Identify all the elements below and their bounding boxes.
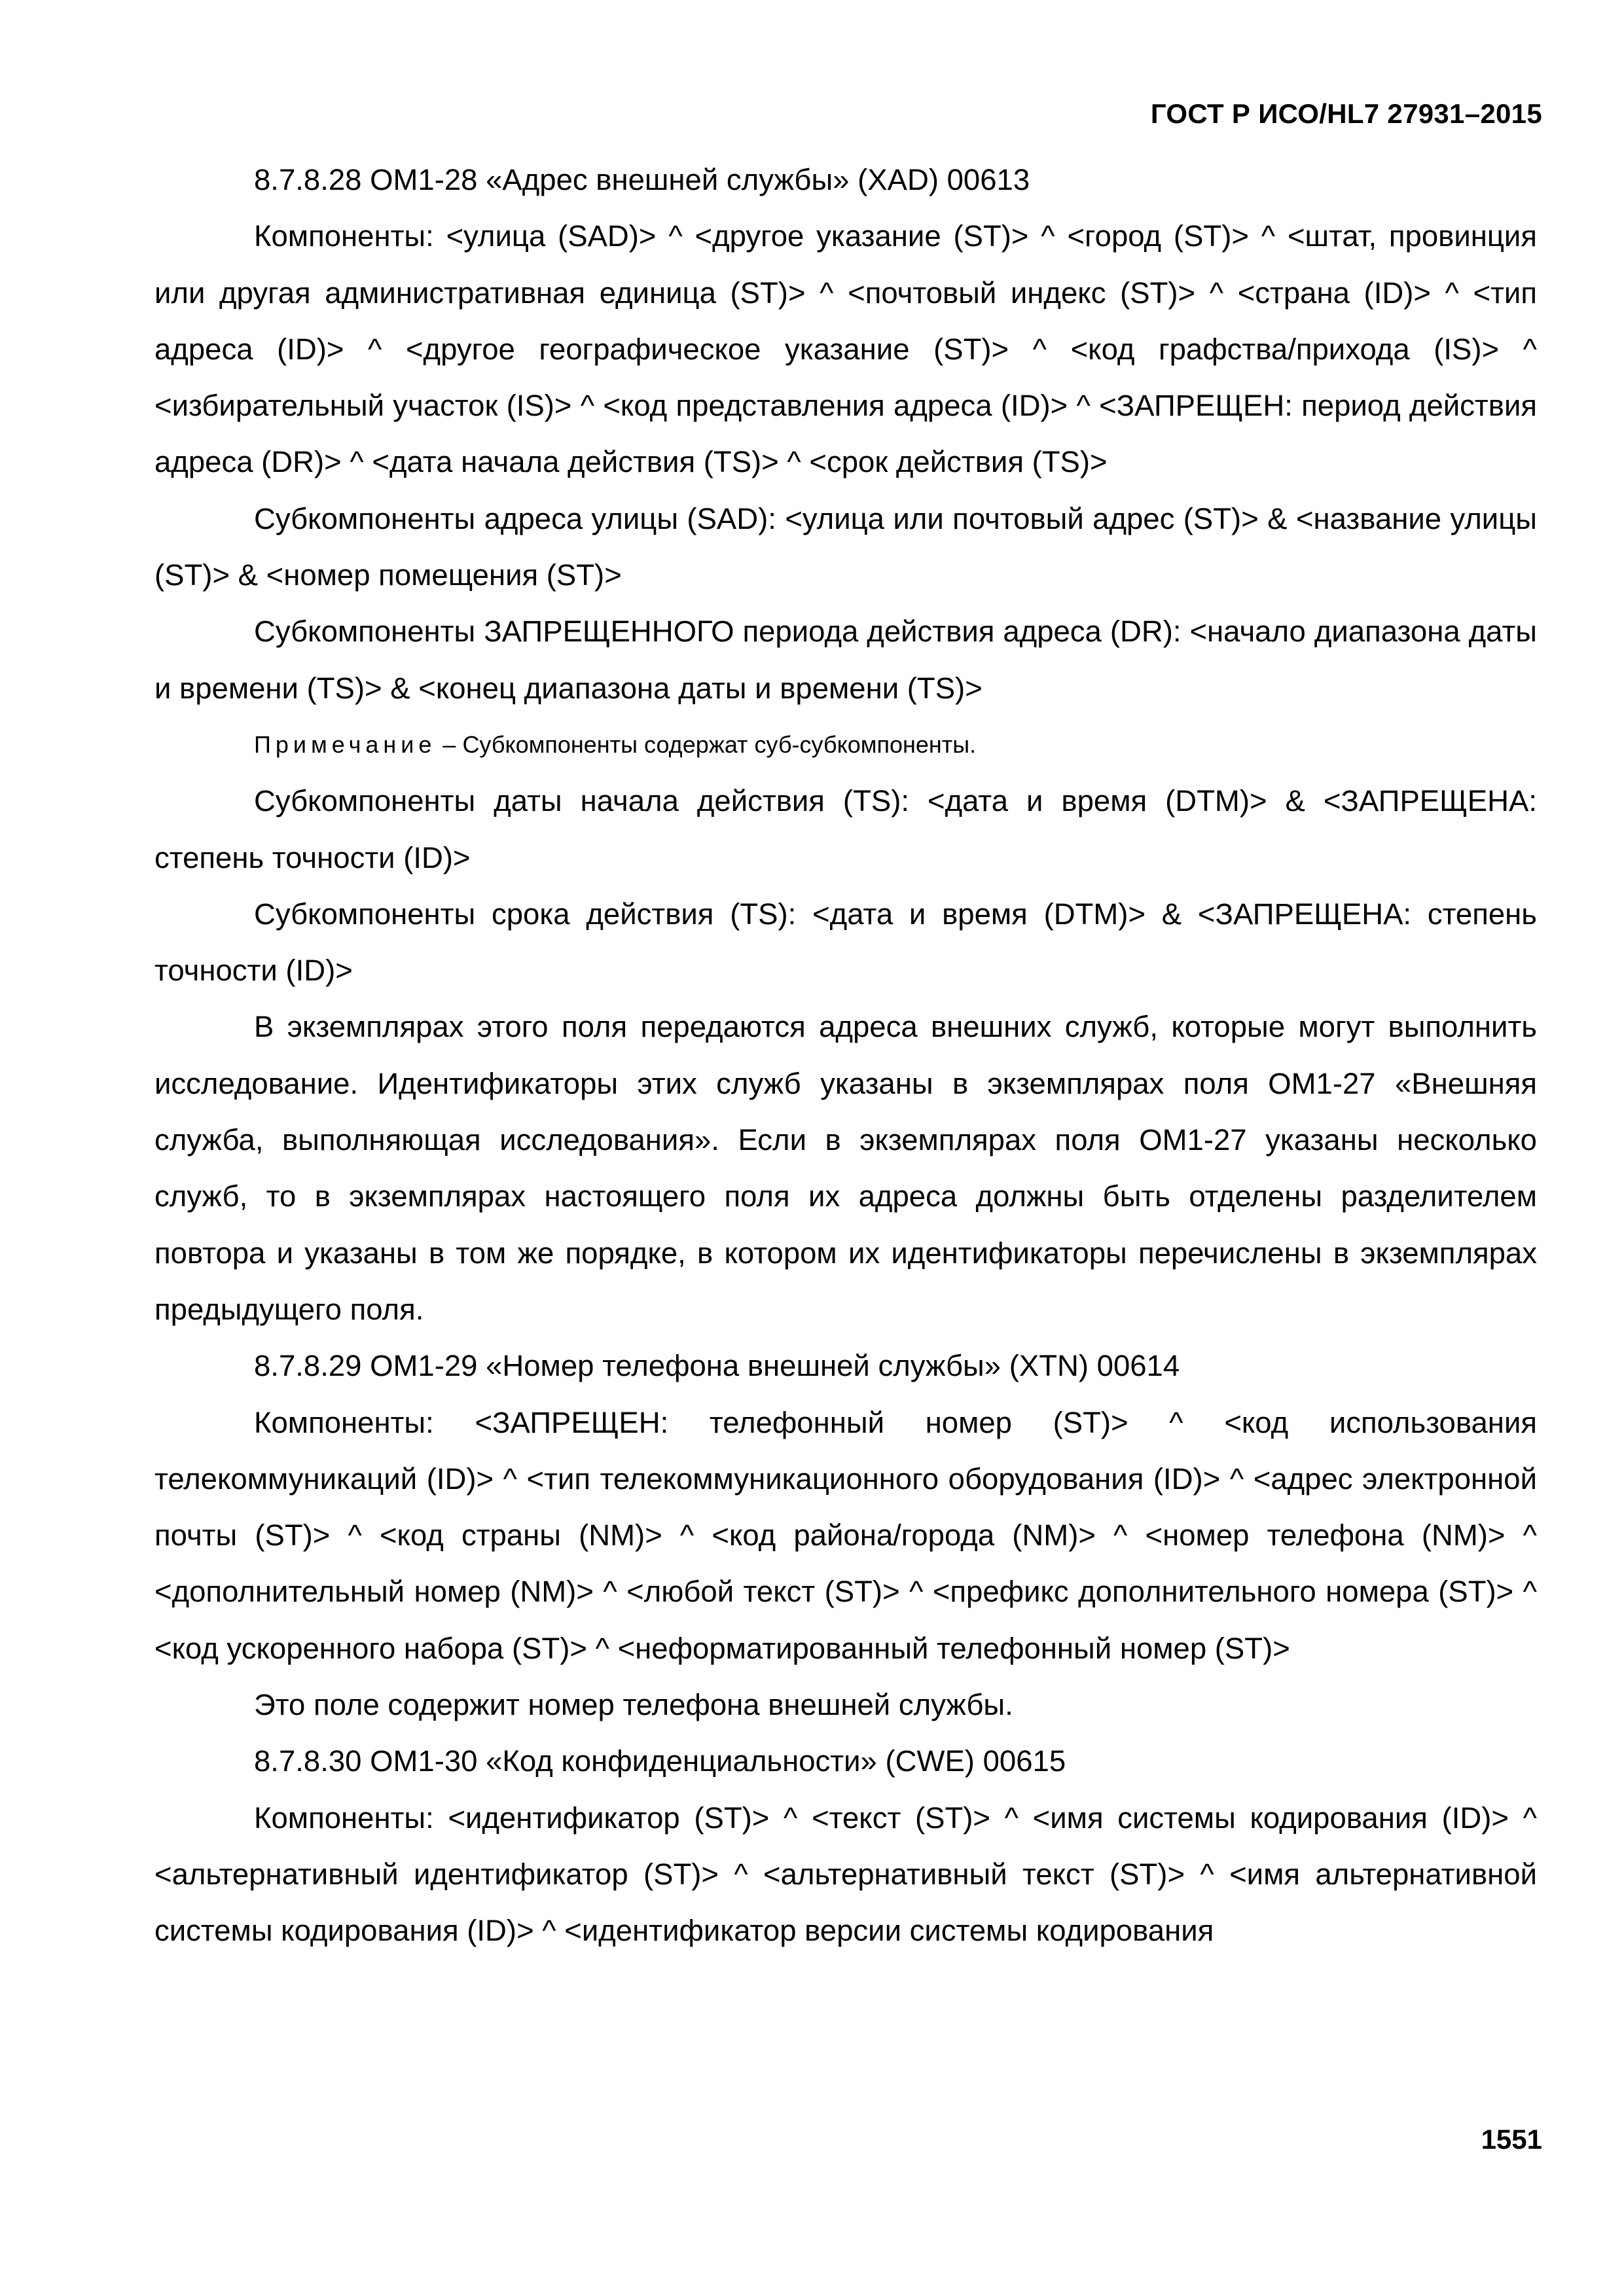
page-header-standard: ГОСТ Р ИСО/HL7 27931–2015 (1150, 98, 1542, 129)
paragraph-subcomponents-dr: Субкомпоненты ЗАПРЕЩЕННОГО периода действия адреса (DR): <начало диапазона даты и времени (TS)> & <конец диапазона даты и времени (TS)> (154, 615, 1537, 705)
paragraph-components-xtn: Компоненты: <ЗАПРЕЩЕН: телефонный номер (ST)> ^ <код использования телекоммуникаций (ID)> ^ <тип телекоммуникационного оборудования (ID)> ^ <адрес электронной почты (ST)> ^ <код страны (NM)> ^ <код района/города (NM)> ^ <номер телефона (NM)> ^ <дополнительный номер (NM)> ^ <любой текст (ST)> ^ <префикс дополнительного номера (ST)> ^ <код ускоренного набора (ST)> ^ <неформатированный телефонный номер (ST)> (154, 1405, 1537, 1665)
section-heading-8-7-8-29: 8.7.8.29 ОМ1-29 «Номер телефона внешней службы» (XTN) 00614 (254, 1349, 1180, 1383)
note-text: Субкомпоненты содержат суб-субкомпоненты. (462, 730, 977, 758)
page-number: 1551 (1481, 2124, 1542, 2155)
note-label: Примечание (254, 730, 437, 758)
paragraph-components-cwe: Компоненты: <идентификатор (ST)> ^ <текст (ST)> ^ <имя системы кодирования (ID)> ^ <альтернативный идентификатор (ST)> ^ <альтернативный текст (ST)> ^ <имя альтернативной системы кодирования (ID)> ^ <идентификатор версии системы кодирования (154, 1801, 1537, 1948)
note-dash: – (442, 730, 456, 758)
paragraph-subcomponents-start-ts: Субкомпоненты даты начала действия (TS): <дата и время (DTM)> & <ЗАПРЕЩЕНА: степень точности (ID)> (154, 784, 1537, 874)
paragraph-components-xad: Компоненты: <улица (SAD)> ^ <другое указание (ST)> ^ <город (ST)> ^ <штат, провинция или другая административная единица (ST)> ^ <почтовый индекс (ST)> ^ <страна (ID)> ^ <тип адреса (ID)> ^ <другое географическое указание (ST)> ^ <код графства/прихода (IS)> ^ <избирательный участок (IS)> ^ <код представления адреса (ID)> ^ <ЗАПРЕЩЕН: период действия адреса (DR)> ^ <дата начала действия (TS)> ^ <срок действия (TS)> (154, 219, 1537, 479)
document-body (154, 152, 1537, 1960)
paragraph-phone-description: Это поле содержит номер телефона внешней службы. (254, 1688, 1013, 1722)
paragraph-subcomponents-expiry-ts: Субкомпоненты срока действия (TS): <дата и время (DTM)> & <ЗАПРЕЩЕНА: степень точности (ID)> (154, 897, 1537, 988)
note (154, 717, 1537, 773)
paragraph-subcomponents-sad: Субкомпоненты адреса улицы (SAD): <улица или почтовый адрес (ST)> & <название улицы (ST)> & <номер помещения (ST)> (154, 501, 1537, 592)
section-heading-8-7-8-28: 8.7.8.28 ОМ1-28 «Адрес внешней службы» (XAD) 00613 (254, 163, 1030, 196)
section-heading-8-7-8-30: 8.7.8.30 ОМ1-30 «Код конфиденциальности» (CWE) 00615 (254, 1744, 1066, 1778)
paragraph-field-description: В экземплярах этого поля передаются адреса внешних служб, которые могут выполнить исследование. Идентификаторы этих служб указаны в экземплярах поля ОМ1-27 «Внешняя служба, выполняющая исследования». Если в экземплярах поля ОМ1-27 указаны несколько служб, то в экземплярах настоящего поля их адреса должны быть отделены разделителем повтора и указаны в том же порядке, в котором их идентификаторы перечислены в экземплярах предыдущего поля. (154, 1010, 1537, 1326)
